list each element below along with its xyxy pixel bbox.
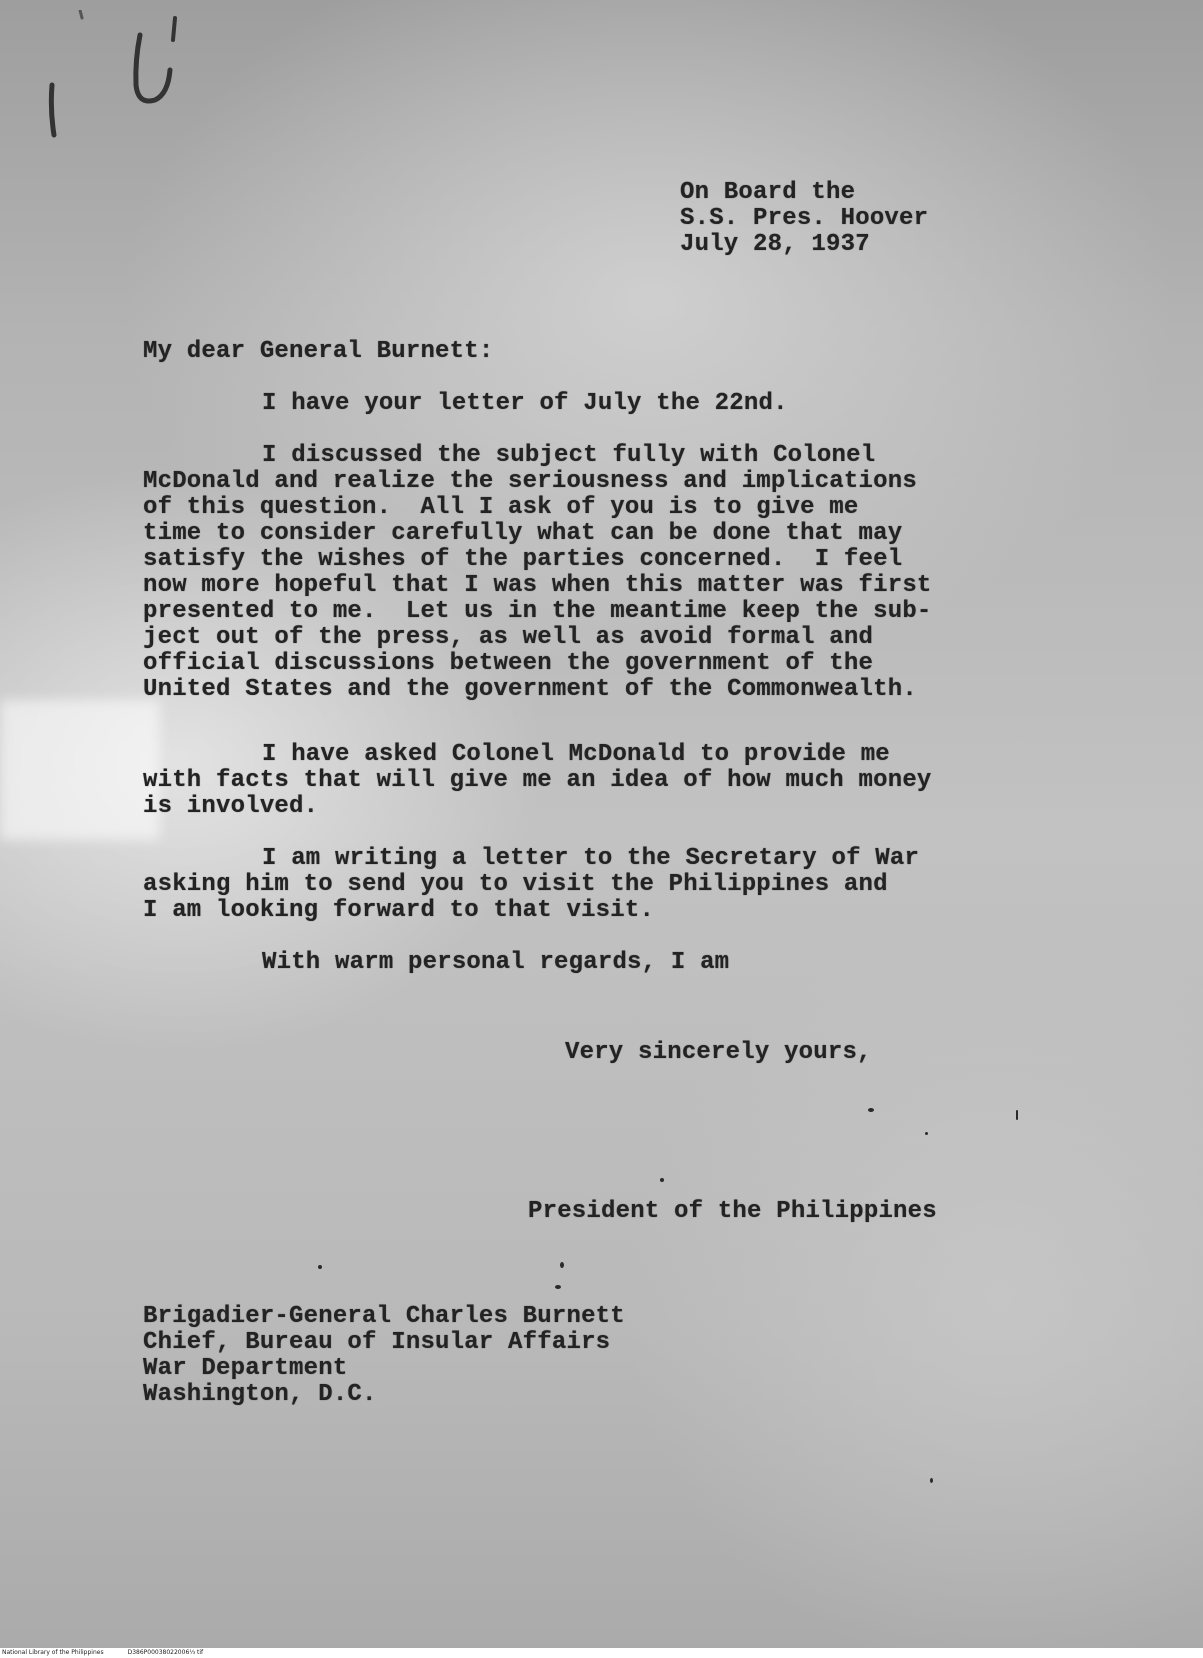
paragraph-line: I am writing a letter to the Secretary of War (262, 845, 920, 872)
paragraph-line: presented to me. Let us in the meantime keep the sub- (143, 598, 932, 625)
footer-file: D386P00038022006⅓ tif (127, 1649, 204, 1656)
paragraph-line: asking him to send you to visit the Philippines and (143, 871, 888, 898)
ink-speck (555, 1285, 561, 1289)
address-line: War Department (143, 1355, 348, 1382)
paragraph-3 (143, 742, 932, 820)
ink-speck (660, 1178, 664, 1182)
address-line: Washington, D.C. (143, 1381, 377, 1408)
scan-glare (0, 700, 160, 840)
ink-speck (560, 1262, 564, 1268)
paragraph-line: with facts that will give me an idea of how much money (143, 767, 932, 794)
paragraph-line: of this question. All I ask of you is to give me (143, 494, 859, 521)
ink-speck (318, 1265, 322, 1269)
paragraph-2 (143, 443, 932, 703)
handwritten-mark-icon (40, 10, 210, 140)
paragraph-line: I discussed the subject fully with Colonel (262, 442, 876, 469)
heading-line: July 28, 1937 (680, 231, 870, 258)
scan-footer (0, 1648, 1203, 1658)
address-line: Brigadier-General Charles Burnett (143, 1303, 625, 1330)
paragraph-line: now more hopeful that I was when this matter was first (143, 572, 932, 599)
paragraph-line: satisfy the wishes of the parties concerned. I feel (143, 546, 903, 573)
ink-speck (1016, 1110, 1018, 1120)
letter-heading (680, 180, 928, 258)
closing: Very sincerely yours, (565, 1039, 872, 1066)
heading-line: S.S. Pres. Hoover (680, 205, 929, 232)
ink-speck (925, 1132, 928, 1135)
paragraph-line: I have asked Colonel McDonald to provide me (262, 741, 890, 768)
recipient-address (143, 1304, 625, 1408)
paragraph-5 (262, 950, 729, 976)
ink-speck (868, 1108, 874, 1112)
paragraph-line: I have your letter of July the 22nd. (262, 390, 788, 417)
paragraph-line: With warm personal regards, I am (262, 949, 730, 976)
address-line: Chief, Bureau of Insular Affairs (143, 1329, 611, 1356)
signature-title: President of the Philippines (528, 1198, 937, 1225)
paragraph-1 (262, 391, 788, 417)
paragraph-line: is involved. (143, 793, 319, 820)
paragraph-line: official discussions between the government of the (143, 650, 874, 677)
heading-line: On Board the (680, 179, 856, 206)
paragraph-line: ject out of the press, as well as avoid formal and (143, 624, 874, 651)
ink-speck (930, 1478, 933, 1483)
paragraph-line: time to consider carefully what can be done that may (143, 520, 903, 547)
paragraph-line: United States and the government of the Commonwealth. (143, 676, 917, 703)
footer-library: National Library of the Philippines (2, 1649, 104, 1656)
paragraph-4 (143, 846, 919, 924)
paragraph-line: McDonald and realize the seriousness and implications (143, 468, 917, 495)
paragraph-line: I am looking forward to that visit. (143, 897, 655, 924)
salutation: My dear General Burnett: (143, 338, 494, 365)
